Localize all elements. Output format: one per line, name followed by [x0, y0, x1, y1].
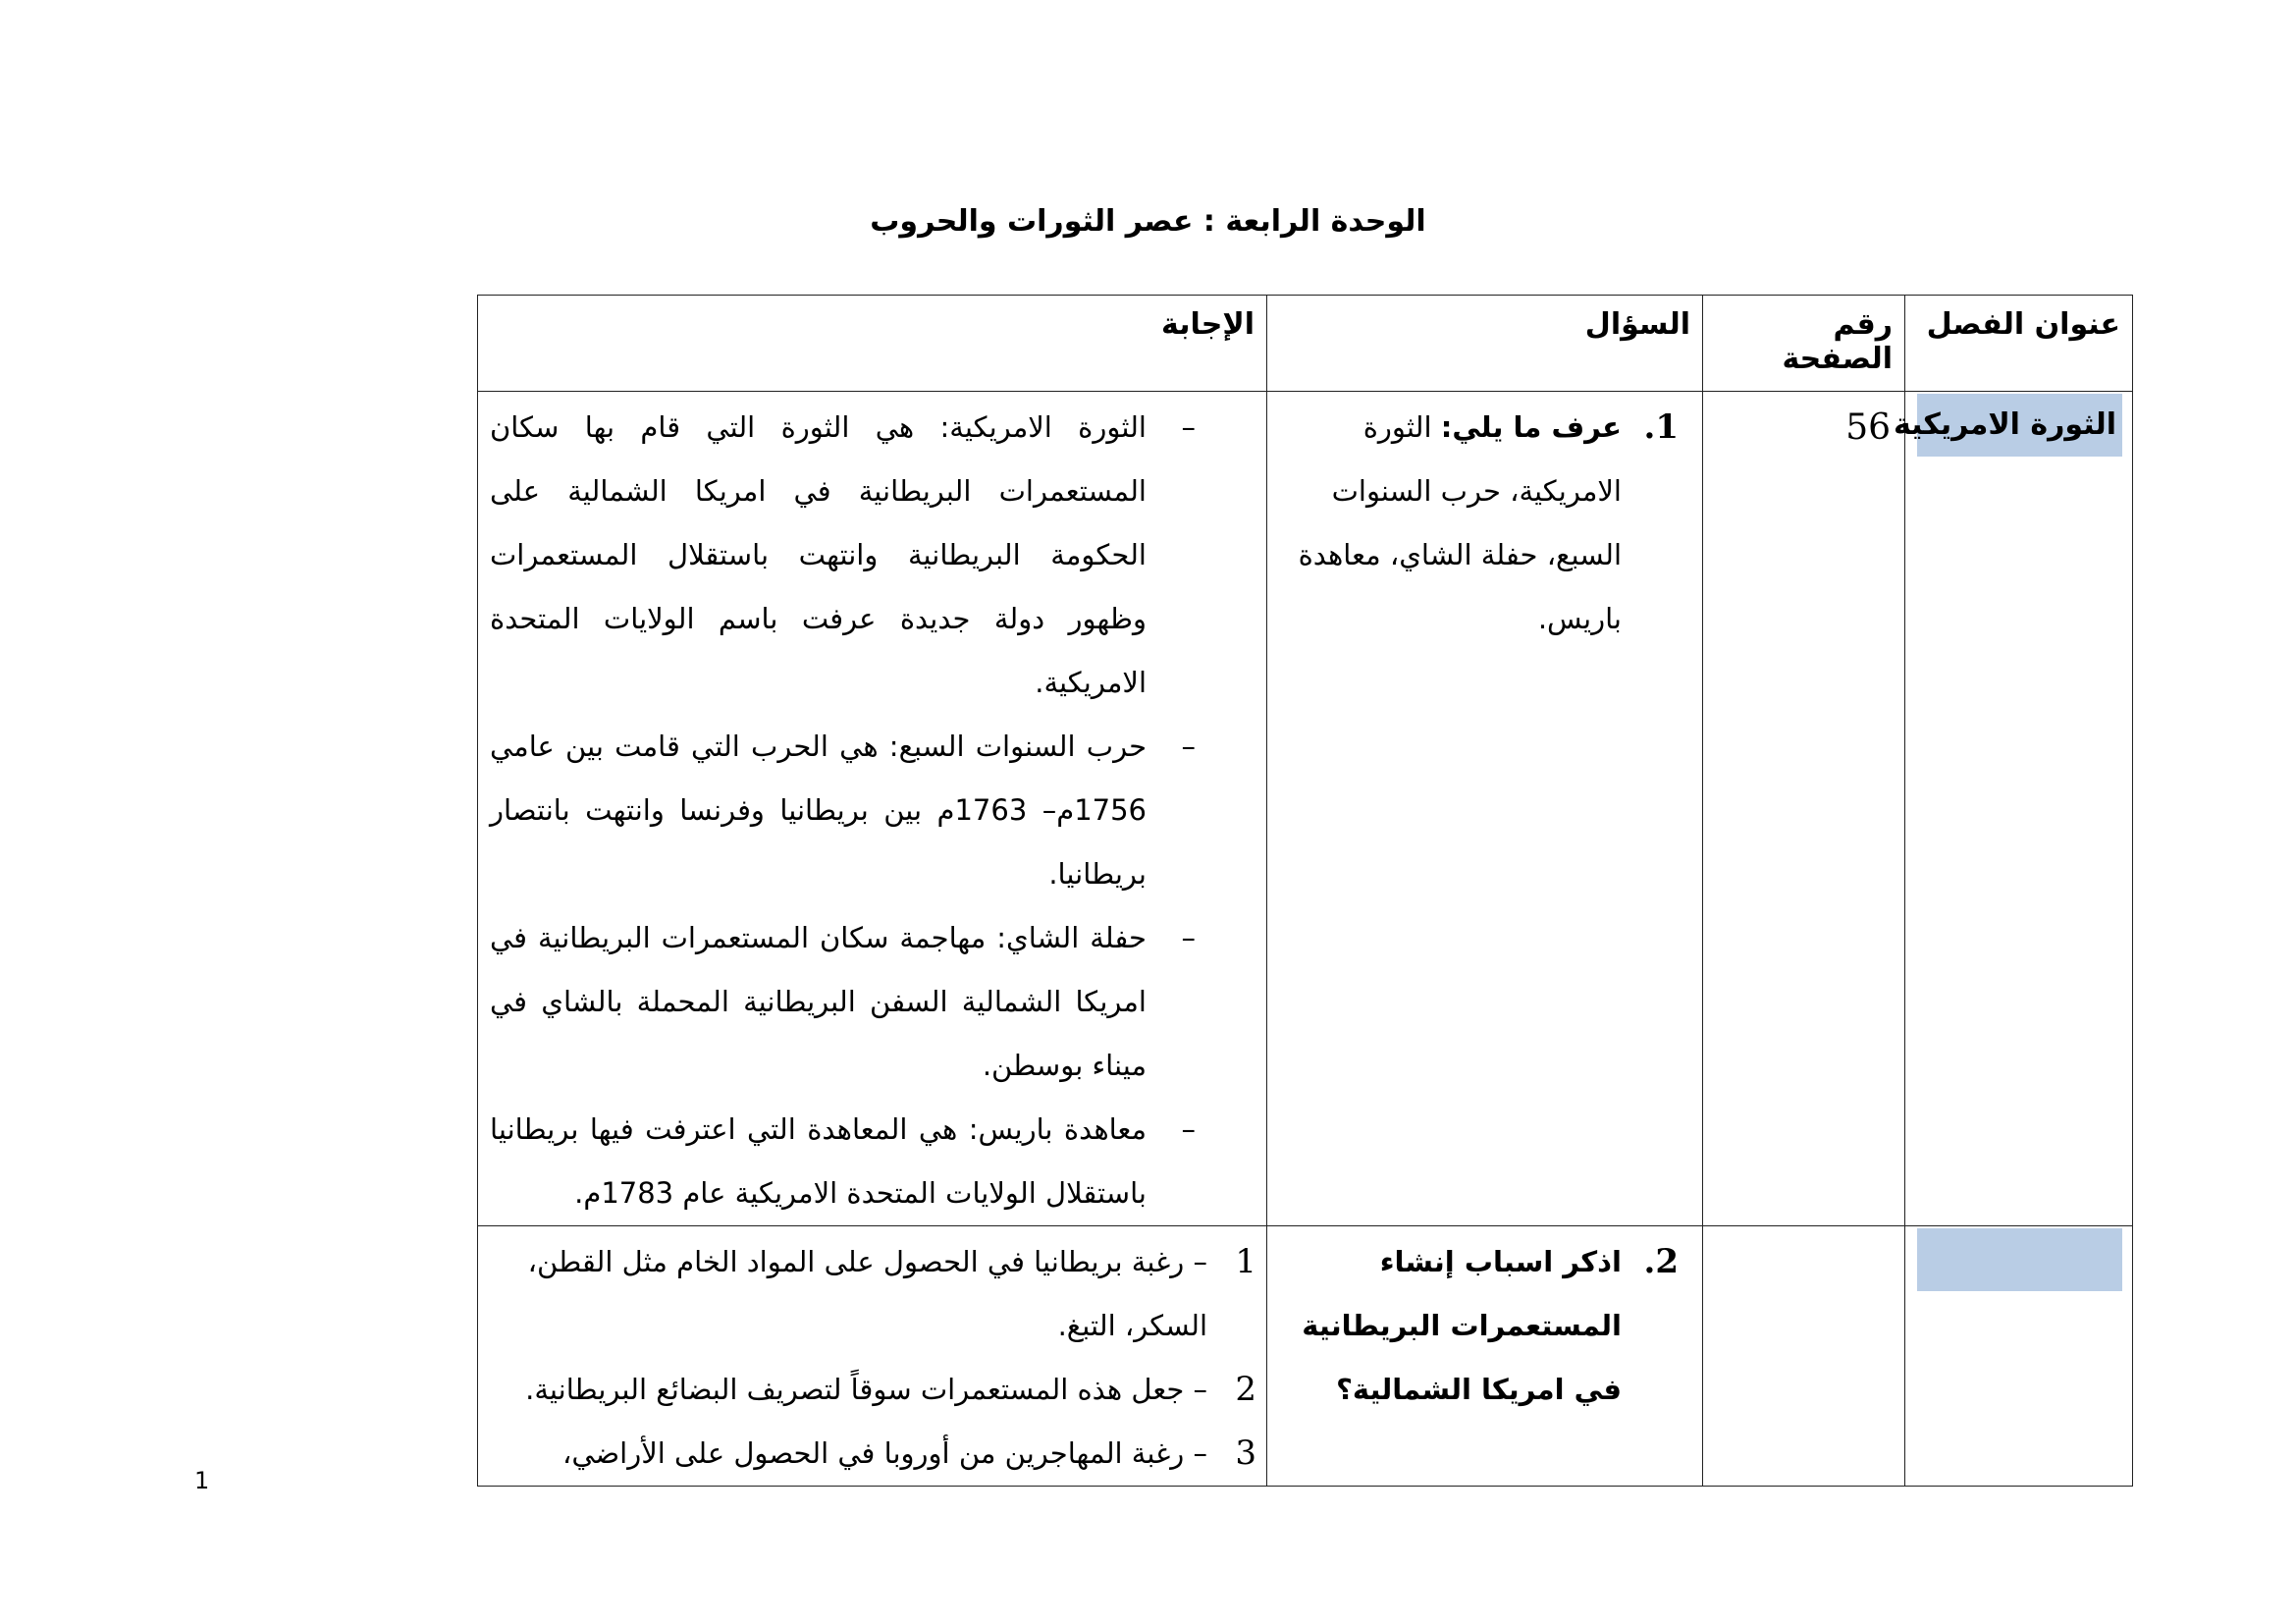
page-title: الوحدة الرابعة : عصر الثورات والحروب: [870, 204, 1426, 239]
answer-text: حفلة الشاي: مهاجمة سكان المستعمرات البريطانية في امريكا الشمالية السفن البريطانية المحملة بالشاي في ميناء بوسطن.: [490, 921, 1147, 1082]
question-cell: [1267, 1226, 1703, 1487]
question-bold-part: عرف ما يلي:: [1440, 410, 1622, 444]
header-page: رقم الصفحة: [1703, 296, 1905, 392]
cause-number: 1: [1235, 1242, 1256, 1281]
chapter-cell: [1893, 392, 2133, 1226]
answer-text: معاهدة باريس: هي المعاهدة التي اعترفت فيها بريطانيا باستقلال الولايات المتحدة الامريكية عام 1783م.: [490, 1112, 1147, 1210]
table-row: [478, 1226, 2133, 1487]
answer-dash: –: [1181, 921, 1196, 954]
cause-item: [490, 1422, 1256, 1486]
answer-list: [478, 392, 1266, 1225]
cause-text: – جعل هذه المستعمرات سوقاً لتصريف البضائع البريطانية.: [525, 1373, 1207, 1406]
cause-text: – رغبة المهاجرين من أوروبا في الحصول على الأراضي،: [562, 1436, 1207, 1470]
answer-item: [490, 715, 1256, 906]
question-bold-part: اذكر اسباب إنشاء المستعمرات البريطانية في امريكا الشمالية؟: [1302, 1245, 1622, 1406]
answer-item: [490, 1098, 1256, 1225]
chapter-title: [1917, 1228, 2122, 1291]
cause-list: [478, 1226, 1266, 1486]
answer-text: حرب السنوات السبع: هي الحرب التي قامت بين عامي 1756م– 1763م بين بريطانيا وفرنسا وانتهت بانتصار بريطانيا.: [490, 730, 1147, 891]
cause-number: 3: [1235, 1434, 1256, 1473]
table-header-row: [478, 296, 2133, 392]
header-answer: الإجابة: [478, 296, 1267, 392]
question-rest-part: الثورة الامريكية، حرب السنوات السبع، حفلة الشاي، معاهدة باريس.: [1298, 410, 1622, 635]
question-text: [1267, 392, 1702, 651]
cause-item: [490, 1358, 1256, 1422]
page-cell: [1703, 1226, 1905, 1487]
answer-text: الثورة الامريكية: هي الثورة التي قام بها سكان المستعمرات البريطانية في امريكا الشمالية على الحكومة البريطانية وانتهت باستقلال المستعمرات وظهور دولة جديدة عرفت باسم الولايات المتحدة الامريكية.: [490, 410, 1147, 699]
question-number: 2.: [1643, 1242, 1679, 1281]
question-number: 1.: [1643, 407, 1679, 447]
page-cell: [1703, 392, 1905, 1226]
header-question: السؤال: [1267, 296, 1703, 392]
answer-cell: [478, 1226, 1267, 1487]
cause-text: – رغبة بريطانيا في الحصول على المواد الخام مثل القطن، السكر، التبغ.: [527, 1245, 1207, 1342]
answer-dash: –: [1181, 410, 1196, 444]
lesson-table: [477, 295, 2133, 1487]
answer-dash: –: [1181, 1112, 1196, 1146]
cause-item: [490, 1230, 1256, 1358]
page-footer-number: 1: [194, 1467, 210, 1494]
page-number-value: 56: [1845, 407, 1891, 448]
cause-number: 2: [1235, 1370, 1256, 1409]
question-cell: [1267, 392, 1703, 1226]
question-text: [1267, 1226, 1702, 1422]
chapter-title: الثورة الامريكية: [1917, 394, 2122, 457]
header-chapter: عنوان الفصل: [1905, 296, 2133, 392]
answer-cell: [478, 392, 1267, 1226]
page-number-value: [1703, 1226, 1904, 1236]
table-row: [478, 392, 2133, 1226]
chapter-cell: [1905, 1226, 2133, 1487]
answer-dash: –: [1181, 730, 1196, 763]
answer-item: [490, 906, 1256, 1098]
answer-item: [490, 396, 1256, 715]
